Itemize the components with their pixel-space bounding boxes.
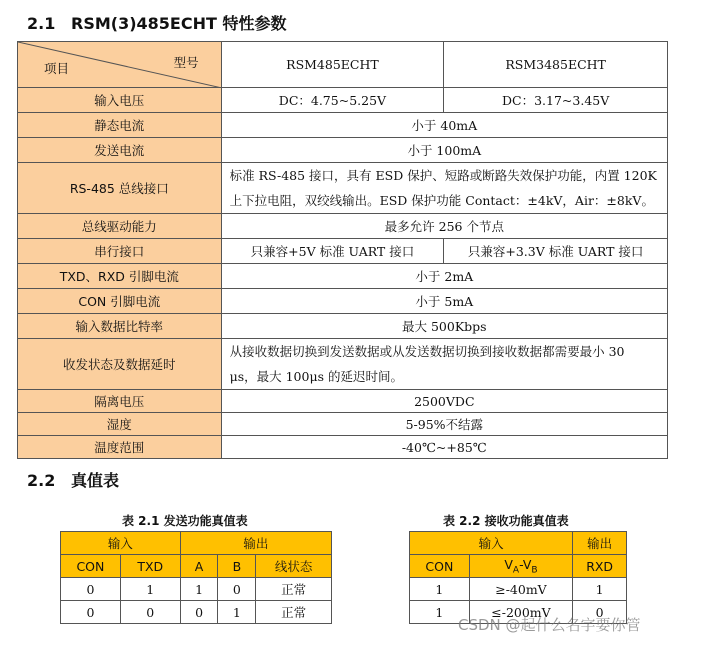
table-row — [410, 578, 627, 601]
spec-label: 输入电压 — [18, 88, 222, 113]
table-cell: 1 — [573, 578, 627, 601]
section-title: 真值表 — [71, 471, 120, 490]
spec-row — [18, 289, 668, 314]
spec-value: 小于 5mA — [221, 289, 667, 314]
diff-sub-b: B — [531, 565, 538, 576]
column-header-differential — [469, 555, 573, 578]
table-2-1-caption: 表 2.1 发送功能真值表 — [122, 514, 248, 528]
spec-row — [18, 88, 668, 113]
spec-value: 只兼容+3.3V 标准 UART 接口 — [444, 239, 668, 264]
column-header: TXD — [120, 555, 180, 578]
spec-value: 只兼容+5V 标准 UART 接口 — [221, 239, 444, 264]
section-title: RSM(3)485ECHT 特性参数 — [71, 14, 287, 33]
spec-paragraph — [221, 163, 667, 214]
section-2-2-heading — [27, 468, 119, 491]
table-cell: 1 — [410, 601, 470, 624]
spec-value: 最多允许 256 个节点 — [221, 214, 667, 239]
table-cell: ≤-200mV — [469, 601, 573, 624]
spec-label: RS-485 总线接口 — [18, 163, 222, 214]
column-header-row — [410, 555, 627, 578]
spec-label: CON 引脚电流 — [18, 289, 222, 314]
spec-header-row — [18, 42, 668, 88]
section-number: 2.2 — [27, 471, 56, 490]
table-cell: 0 — [61, 601, 121, 624]
spec-row — [18, 390, 668, 413]
table-cell: 0 — [180, 601, 218, 624]
section-number: 2.1 — [27, 14, 56, 33]
column-header: B — [218, 555, 256, 578]
spec-label: 收发状态及数据延时 — [18, 339, 222, 390]
table-cell: 1 — [218, 601, 256, 624]
spec-value: 5-95%不结露 — [221, 413, 667, 436]
spec-row — [18, 339, 668, 390]
table-cell: 正常 — [256, 578, 332, 601]
watermark: CSDN @起什么名字要你管 — [458, 616, 641, 634]
spec-row — [18, 214, 668, 239]
diff-va: V — [504, 556, 513, 572]
table-row — [61, 578, 332, 601]
spec-label: 湿度 — [18, 413, 222, 436]
spec-row — [18, 314, 668, 339]
column-header: CON — [61, 555, 121, 578]
table-cell: 0 — [61, 578, 121, 601]
column-header-row — [61, 555, 332, 578]
table-cell: 0 — [218, 578, 256, 601]
table-cell: 1 — [120, 578, 180, 601]
spec-row — [18, 264, 668, 289]
model-name: RSM3485ECHT — [444, 42, 668, 88]
paragraph-line: 标准 RS-485 接口，具有 ESD 保护、短路或断路失效保护功能，内置 120K — [229, 168, 657, 183]
table-cell: ≥-40mV — [469, 578, 573, 601]
table-cell: 正常 — [256, 601, 332, 624]
spec-row — [18, 113, 668, 138]
model-label: 型号 — [173, 55, 199, 70]
table-cell: 0 — [573, 601, 627, 624]
group-header-row — [410, 532, 627, 555]
header-corner-cell — [18, 42, 222, 88]
group-header-row — [61, 532, 332, 555]
spec-row — [18, 163, 668, 214]
group-input-header: 输入 — [61, 532, 181, 555]
diff-sub-a: A — [512, 565, 520, 576]
spec-label: 静态电流 — [18, 113, 222, 138]
transmit-truth-table — [60, 531, 332, 624]
spec-label: 串行接口 — [18, 239, 222, 264]
spec-value: 最大 500Kbps — [221, 314, 667, 339]
spec-label: 输入数据比特率 — [18, 314, 222, 339]
spec-row — [18, 413, 668, 436]
spec-value: 小于 40mA — [221, 113, 667, 138]
spec-row — [18, 138, 668, 163]
paragraph-line: μs，最大 100μs 的延迟时间。 — [229, 369, 403, 384]
spec-label: 温度范围 — [18, 436, 222, 459]
group-output-header: 输出 — [573, 532, 627, 555]
spec-label: 总线驱动能力 — [18, 214, 222, 239]
diff-vb: -V — [519, 556, 532, 572]
column-header: A — [180, 555, 218, 578]
item-label: 项目 — [44, 61, 70, 76]
table-2-2-caption: 表 2.2 接收功能真值表 — [443, 514, 569, 528]
spec-label: TXD、RXD 引脚电流 — [18, 264, 222, 289]
paragraph-line: 从接收数据切换到发送数据或从发送数据切换到接收数据都需要最小 30 — [229, 344, 625, 359]
column-header: CON — [410, 555, 470, 578]
column-header: RXD — [573, 555, 627, 578]
receive-truth-table — [409, 531, 627, 624]
spec-row — [18, 436, 668, 459]
spec-row — [18, 239, 668, 264]
spec-value: 小于 2mA — [221, 264, 667, 289]
column-header: 线状态 — [256, 555, 332, 578]
table-cell: 1 — [180, 578, 218, 601]
spec-value: 2500VDC — [221, 390, 667, 413]
table-cell: 1 — [410, 578, 470, 601]
paragraph-line: 上下拉电阻，双绞线输出。ESD 保护功能 Contact：±4kV，Air：±8kV。 — [229, 193, 654, 208]
table-row — [61, 601, 332, 624]
spec-value: 小于 100mA — [221, 138, 667, 163]
spec-label: 发送电流 — [18, 138, 222, 163]
section-2-1-heading — [27, 11, 286, 34]
spec-paragraph — [221, 339, 667, 390]
spec-value: -40℃~+85℃ — [221, 436, 667, 459]
group-input-header: 输入 — [410, 532, 573, 555]
spec-table — [17, 41, 668, 459]
spec-label: 隔离电压 — [18, 390, 222, 413]
model-name: RSM485ECHT — [221, 42, 444, 88]
table-cell: 0 — [120, 601, 180, 624]
group-output-header: 输出 — [180, 532, 331, 555]
spec-value: DC：3.17~3.45V — [444, 88, 668, 113]
spec-value: DC：4.75~5.25V — [221, 88, 444, 113]
